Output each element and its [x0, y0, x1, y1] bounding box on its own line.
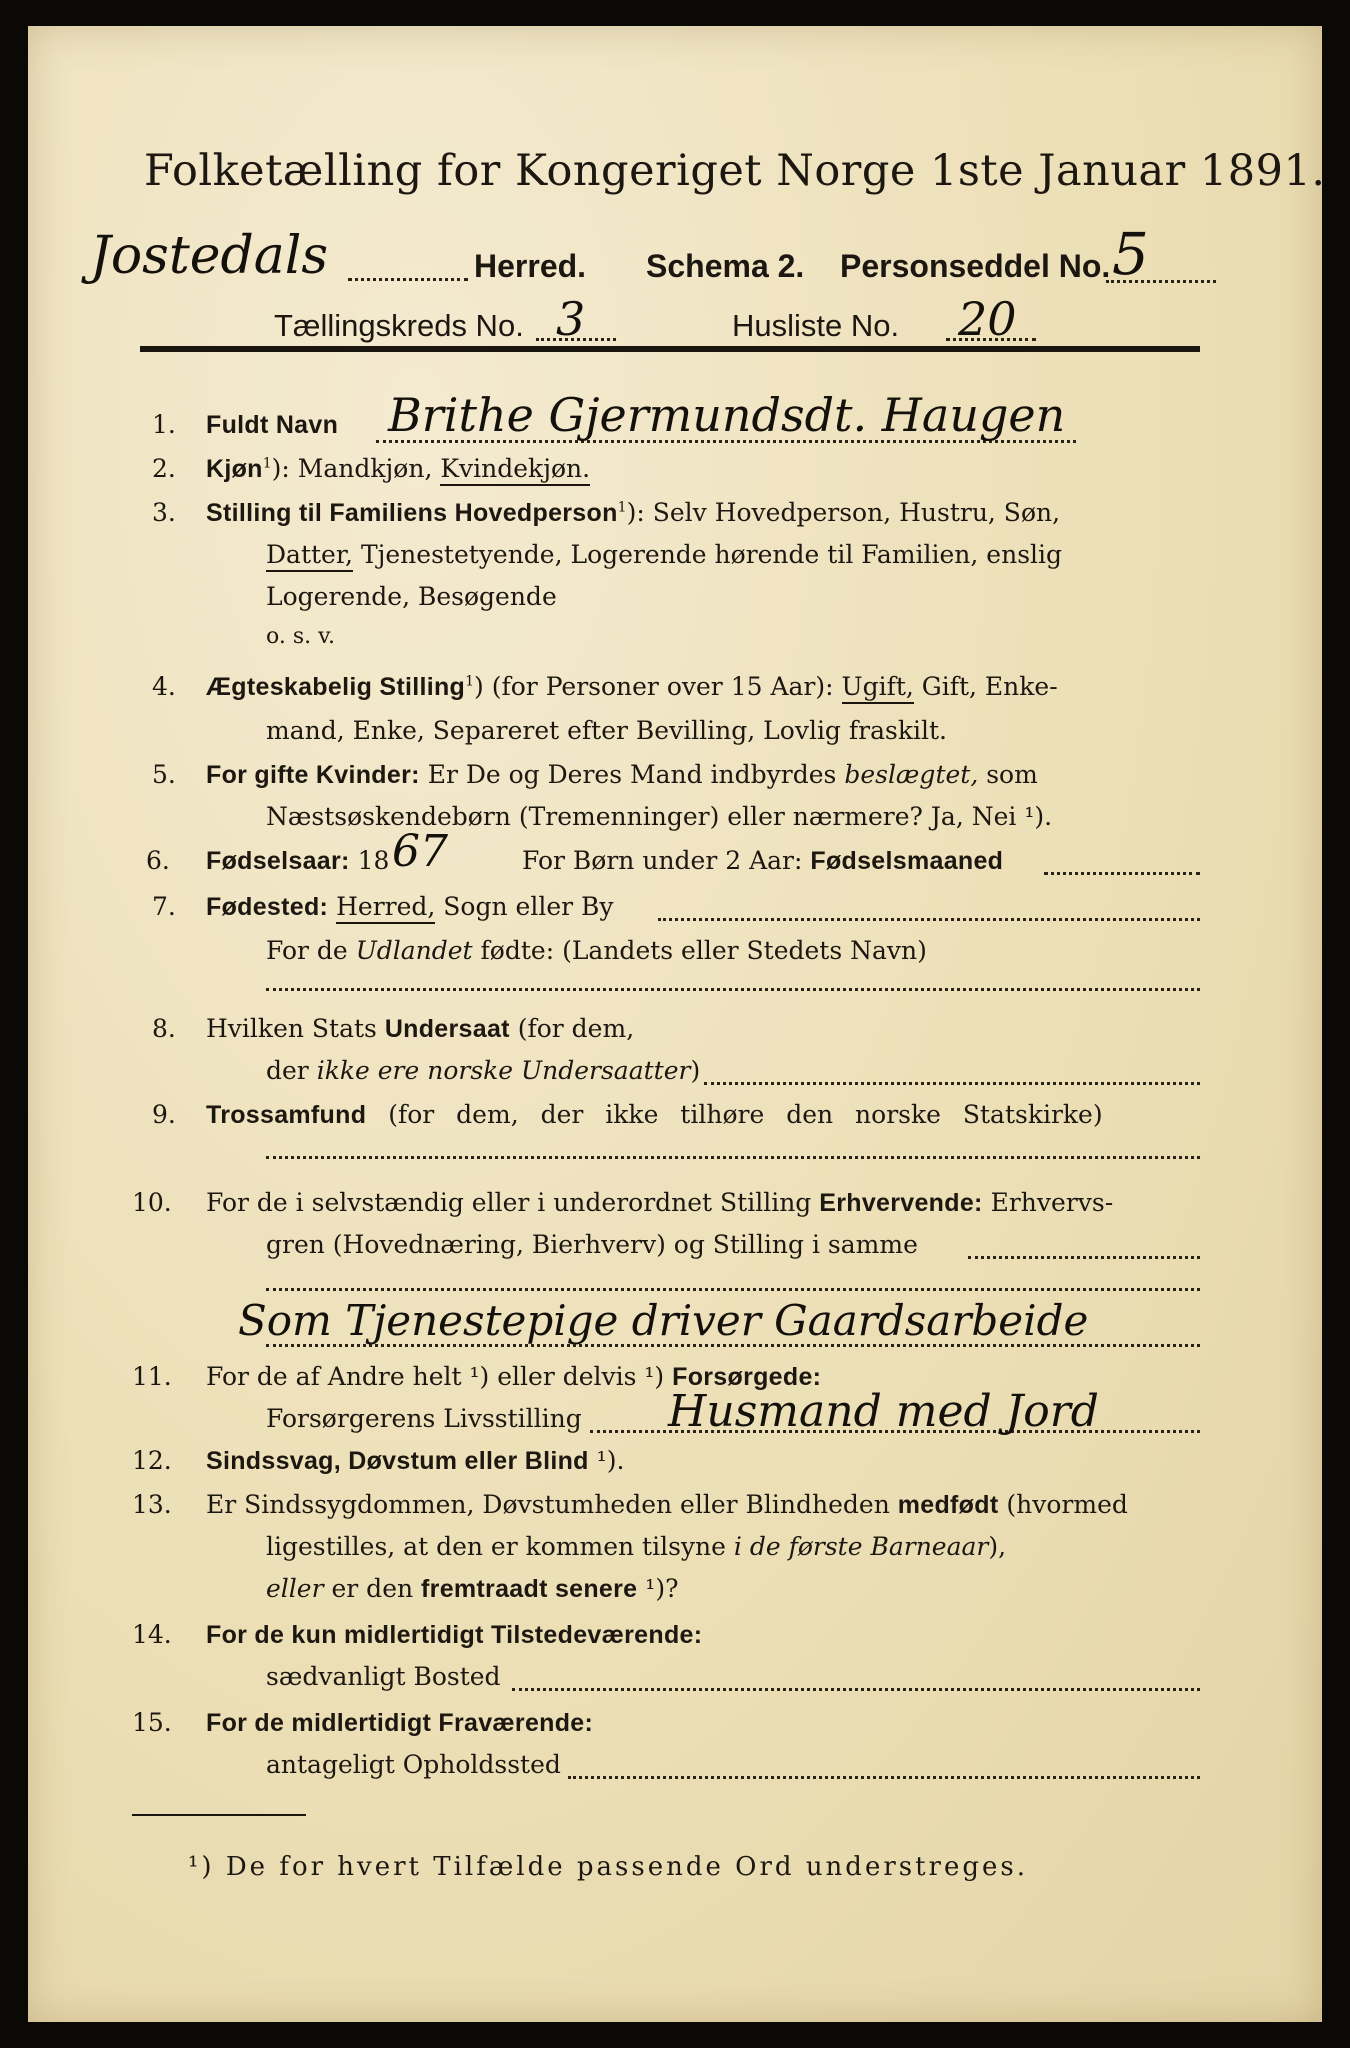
personseddel-value: 5 [1112, 220, 1149, 288]
q13-number: 13. [132, 1490, 172, 1519]
q12-row: Sindssvag, Døvstum eller Blind ¹). [206, 1446, 625, 1475]
q7-row: Fødested: Herred, Sogn eller By [206, 892, 614, 922]
husliste-value: 20 [958, 292, 1017, 346]
q11-row: For de af Andre helt ¹) eller delvis ¹) Forsørgede: [206, 1362, 822, 1391]
q8-row: Hvilken Stats Undersaat (for dem, [206, 1014, 635, 1043]
q3-number: 3. [152, 498, 176, 527]
q7-number: 7. [152, 892, 176, 921]
census-form-sheet: Folketælling for Kongeriget Norge 1ste Januar 1891. Jostedals Herred. Schema 2. Personseddel No. 5 Tællingskreds No. 3 Husliste No. 20 1. Fuldt Navn Brithe Gjermundsdt. Haugen 2. Kjøn$^1$): Mandkjøn, Kvindekjøn. 3. Stilling til Familiens Hovedperson$^1$): Selv Hovedperson, Hustru, Søn, Datter, Tjenestetyende, Logerende hørende til Familien, enslig Logerende, Besøgende o. s. v. 4. Ægteskabelig Stilling$^1$) (for Personer over 15 Aar): Ugift, Gift, Enke- mand, Enke, Separeret efter Bevilling, Lovlig fraskilt. 5. For gifte Kvinder: Er De og Deres Mand indbyrdes beslægtet, som Næstsøskendebørn (Tremenninger) eller nærmere? Ja, Nei ¹). 6. Fødselsaar: 18 67 For Børn under 2 Aar: Fødselsmaaned 7. Fødested: Herred, Sogn eller By For de Udlandet fødte: (Landets eller Stedets Navn) 8. Hvilken Stats Undersaat (for dem, der ikke ere norske Undersaatter) 9. Trossamfund (for dem, der ikke tilhøre den norske Statskirke) 10. For de i selvstændig eller i underordnet Stilling Erhvervende: Erhvervs- gren (Hovednæring, Bierhverv) og Stilling i samme Som Tjenestepige driver Gaardsarbeide 11. For de af Andre helt ¹) eller delvis ¹) Forsørgede: Forsørgerens Livsstilling Husmand med Jord 12. Sindssvag, Døvstum eller Blind ¹). 13. Er Sindssygdommen, Døvstumheden eller Blindheden medfødt (hvormed ligestilles, at den er kommen tilsyne i de første Barneaar), eller er den fremtraadt senere ¹)? 14. For de kun midlertidigt Tilstedeværende: sædvanligt Bosted 15. For de midlertidigt Fraværende: antageligt Opholdssted ¹) De for hvert Tilfælde passende Ord understreges. [28, 26, 1322, 2022]
q14-row: For de kun midlertidigt Tilstedeværende: [206, 1621, 703, 1649]
personseddel-label: Personseddel No. [840, 248, 1111, 284]
q11-number: 11. [132, 1362, 172, 1391]
q1-label: Fuldt Navn [206, 411, 339, 439]
q2-row: Kjøn$^1$): Mandkjøn, Kvindekjøn. [206, 454, 590, 484]
q3-row: Stilling til Familiens Hovedperson$^1$): Selv Hovedperson, Hustru, Søn, [206, 498, 1061, 527]
footnote: ¹) De for hvert Tilfælde passende Ord understreges. [188, 1852, 1029, 1882]
provider-occupation-value: Husmand med Jord [668, 1386, 1099, 1437]
krets-label: Tællingskreds No. [274, 308, 524, 343]
q1-number: 1. [152, 410, 176, 439]
form-title: Folketælling for Kongeriget Norge 1ste Januar 1891. [144, 146, 1326, 196]
husliste-label: Husliste No. [732, 308, 900, 343]
q6-row: Fødselsaar: 18 [206, 846, 390, 875]
q9-row: Trossamfund (for dem, der ikke tilhøre den norske Statskirke) [206, 1100, 1103, 1129]
q12-number: 12. [132, 1446, 172, 1475]
q13-row: Er Sindssygdommen, Døvstumheden eller Blindheden medfødt (hvormed [206, 1490, 1128, 1519]
q14-number: 14. [132, 1620, 172, 1649]
q5-row: For gifte Kvinder: Er De og Deres Mand indbyrdes beslægtet, som [206, 760, 1038, 789]
q4-number: 4. [152, 672, 176, 701]
q5-number: 5. [152, 760, 176, 789]
q10-number: 10. [132, 1188, 172, 1217]
q4-row: Ægteskabelig Stilling$^1$) (for Personer over 15 Aar): Ugift, Gift, Enke- [206, 672, 1058, 702]
header-rule [140, 346, 1200, 352]
q9-number: 9. [152, 1100, 176, 1129]
krets-value: 3 [556, 292, 586, 346]
q15-number: 15. [132, 1708, 172, 1737]
q2-number: 2. [152, 454, 176, 483]
q8-number: 8. [152, 1014, 176, 1043]
q10-row: For de i selvstændig eller i underordnet Stilling Erhvervende: Erhvervs- [206, 1188, 1114, 1217]
birth-year-value: 67 [392, 826, 448, 877]
full-name-value: Brithe Gjermundsdt. Haugen [388, 388, 1066, 442]
herred-label: Herred. [474, 248, 587, 284]
schema-label: Schema 2. [646, 248, 805, 284]
herred-value: Jostedals [90, 226, 329, 286]
q6-number: 6. [146, 846, 170, 875]
q15-row: For de midlertidigt Fraværende: [206, 1709, 594, 1737]
footnote-rule [132, 1814, 306, 1816]
occupation-value: Som Tjenestepige driver Gaardsarbeide [238, 1296, 1089, 1345]
